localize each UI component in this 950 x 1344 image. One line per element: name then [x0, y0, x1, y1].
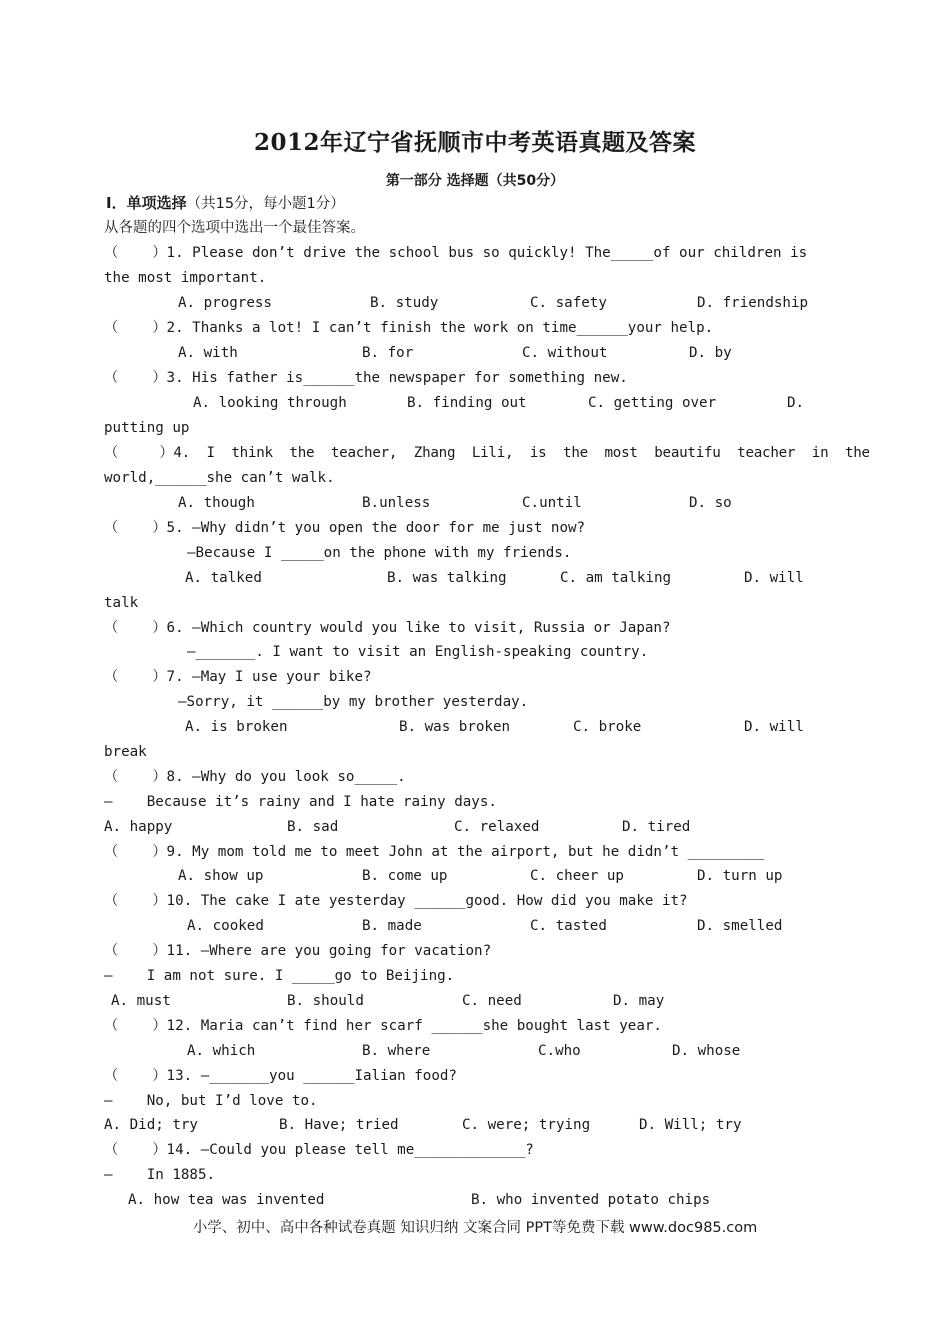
question-line: talk [104, 595, 139, 611]
option-a: A. is broken [185, 719, 288, 735]
option-b: B. was broken [399, 719, 511, 735]
option-c: C. am talking [560, 570, 672, 586]
question-line: — I am not sure. I _____go to Beijing. [104, 968, 455, 984]
question-line: （ ）5. —Why didn’t you open the door for me just now? [104, 520, 586, 536]
option-d: D. [787, 395, 805, 411]
option-a: A. Did; try [104, 1117, 198, 1133]
option-a: A. looking through [193, 395, 347, 411]
question-line: —Because I _____on the phone with my friends. [187, 545, 572, 561]
option-d: D. may [613, 993, 665, 1009]
option-b: B. who invented potato chips [471, 1192, 711, 1208]
question-line: （ ）3. His father is______the newspaper for something new. [104, 370, 628, 386]
option-b: B. Have; tried [279, 1117, 399, 1133]
option-b: B. where [362, 1043, 431, 1059]
question-line: — No, but I’d love to. [104, 1093, 318, 1109]
option-a: A. happy [104, 819, 173, 835]
option-c: C.until [522, 495, 582, 511]
option-a: A. with [178, 345, 238, 361]
option-d: D. whose [672, 1043, 741, 1059]
question-line: —_______. I want to visit an English-speaking country. [187, 644, 649, 660]
option-b: B.unless [362, 495, 431, 511]
question-line: — Because it’s rainy and I hate rainy days. [104, 794, 497, 810]
option-d: D. tired [622, 819, 691, 835]
section-heading [106, 194, 345, 213]
option-d: D. smelled [697, 918, 783, 934]
option-b: B. should [287, 993, 364, 1009]
option-b: B. made [362, 918, 422, 934]
option-a: A. progress [178, 295, 272, 311]
option-a: A. talked [185, 570, 262, 586]
option-d: D. will [744, 719, 804, 735]
question-line: （ ）10. The cake I ate yesterday ______good. How did you make it? [104, 893, 688, 909]
question-line: world,______she can’t walk. [104, 470, 335, 486]
option-c: C. relaxed [454, 819, 540, 835]
section-note: （共15分，每小题1分） [186, 196, 345, 212]
option-c: C. need [462, 993, 522, 1009]
option-c: C. tasted [530, 918, 607, 934]
option-d: D. by [689, 345, 732, 361]
option-d: D. turn up [697, 868, 783, 884]
option-d: D. will [744, 570, 804, 586]
question-line: （ ）13. —_______you ______Ialian food? [104, 1068, 457, 1084]
question-line: （ ）8. —Why do you look so_____. [104, 769, 406, 785]
option-c: C. safety [530, 295, 607, 311]
question-line: （ ）11. —Where are you going for vacation? [104, 943, 492, 959]
option-a: A. how tea was invented [128, 1192, 325, 1208]
question-line: （ ）7. —May I use your bike? [104, 669, 372, 685]
option-b: B. for [362, 345, 414, 361]
question-line: （ ）2. Thanks a lot! I can’t finish the work on time______your help. [104, 320, 714, 336]
option-b: B. study [370, 295, 439, 311]
option-d: D. friendship [697, 295, 809, 311]
option-d: D. so [689, 495, 732, 511]
option-b: B. come up [362, 868, 448, 884]
option-c: C. cheer up [530, 868, 624, 884]
option-c: C. broke [573, 719, 642, 735]
section-instruction: 从各题的四个选项中选出一个最佳答案。 [104, 220, 365, 236]
question-line: putting up [104, 420, 190, 436]
option-c: C. were; trying [462, 1117, 591, 1133]
option-b: B. sad [287, 819, 339, 835]
question-line: （ ）6. —Which country would you like to visit, Russia or Japan? [104, 620, 671, 636]
option-d: D. Will; try [639, 1117, 742, 1133]
question-line: break [104, 744, 147, 760]
option-c: C. without [522, 345, 608, 361]
option-a: A. which [187, 1043, 256, 1059]
question-line: （ ）12. Maria can’t find her scarf ______she bought last year. [104, 1018, 662, 1034]
question-line: （ ）14. —Could you please tell me_____________? [104, 1142, 534, 1158]
question-line: （ ）9. My mom told me to meet John at the airport, but he didn’t _________ [104, 844, 765, 860]
question-line: the most important. [104, 270, 267, 286]
option-c: C.who [538, 1043, 581, 1059]
question-line: —Sorry, it ______by my brother yesterday. [178, 694, 529, 710]
question-line: （ ）4. I think the teacher, Zhang Lili, is the most beautifu teacher in the [104, 445, 870, 461]
option-a: A. show up [178, 868, 264, 884]
option-b: B. finding out [407, 395, 527, 411]
option-a: A. must [111, 993, 171, 1009]
section-label: Ⅰ．单项选择 [106, 194, 187, 212]
option-c: C. getting over [588, 395, 717, 411]
footer-text: 小学、初中、高中各种试卷真题 知识归纳 文案合同 PPT等免费下载 www.doc985.com [192, 1220, 758, 1236]
option-b: B. was talking [387, 570, 507, 586]
option-a: A. though [178, 495, 255, 511]
part-heading: 第一部分 选择题（共50分） [385, 173, 565, 189]
question-line: — In 1885. [104, 1167, 216, 1183]
page-title: 2012年辽宁省抚顺市中考英语真题及答案 [253, 129, 696, 156]
question-line: （ ）1. Please don’t drive the school bus so quickly! The_____of our children is [104, 245, 808, 261]
option-a: A. cooked [187, 918, 264, 934]
